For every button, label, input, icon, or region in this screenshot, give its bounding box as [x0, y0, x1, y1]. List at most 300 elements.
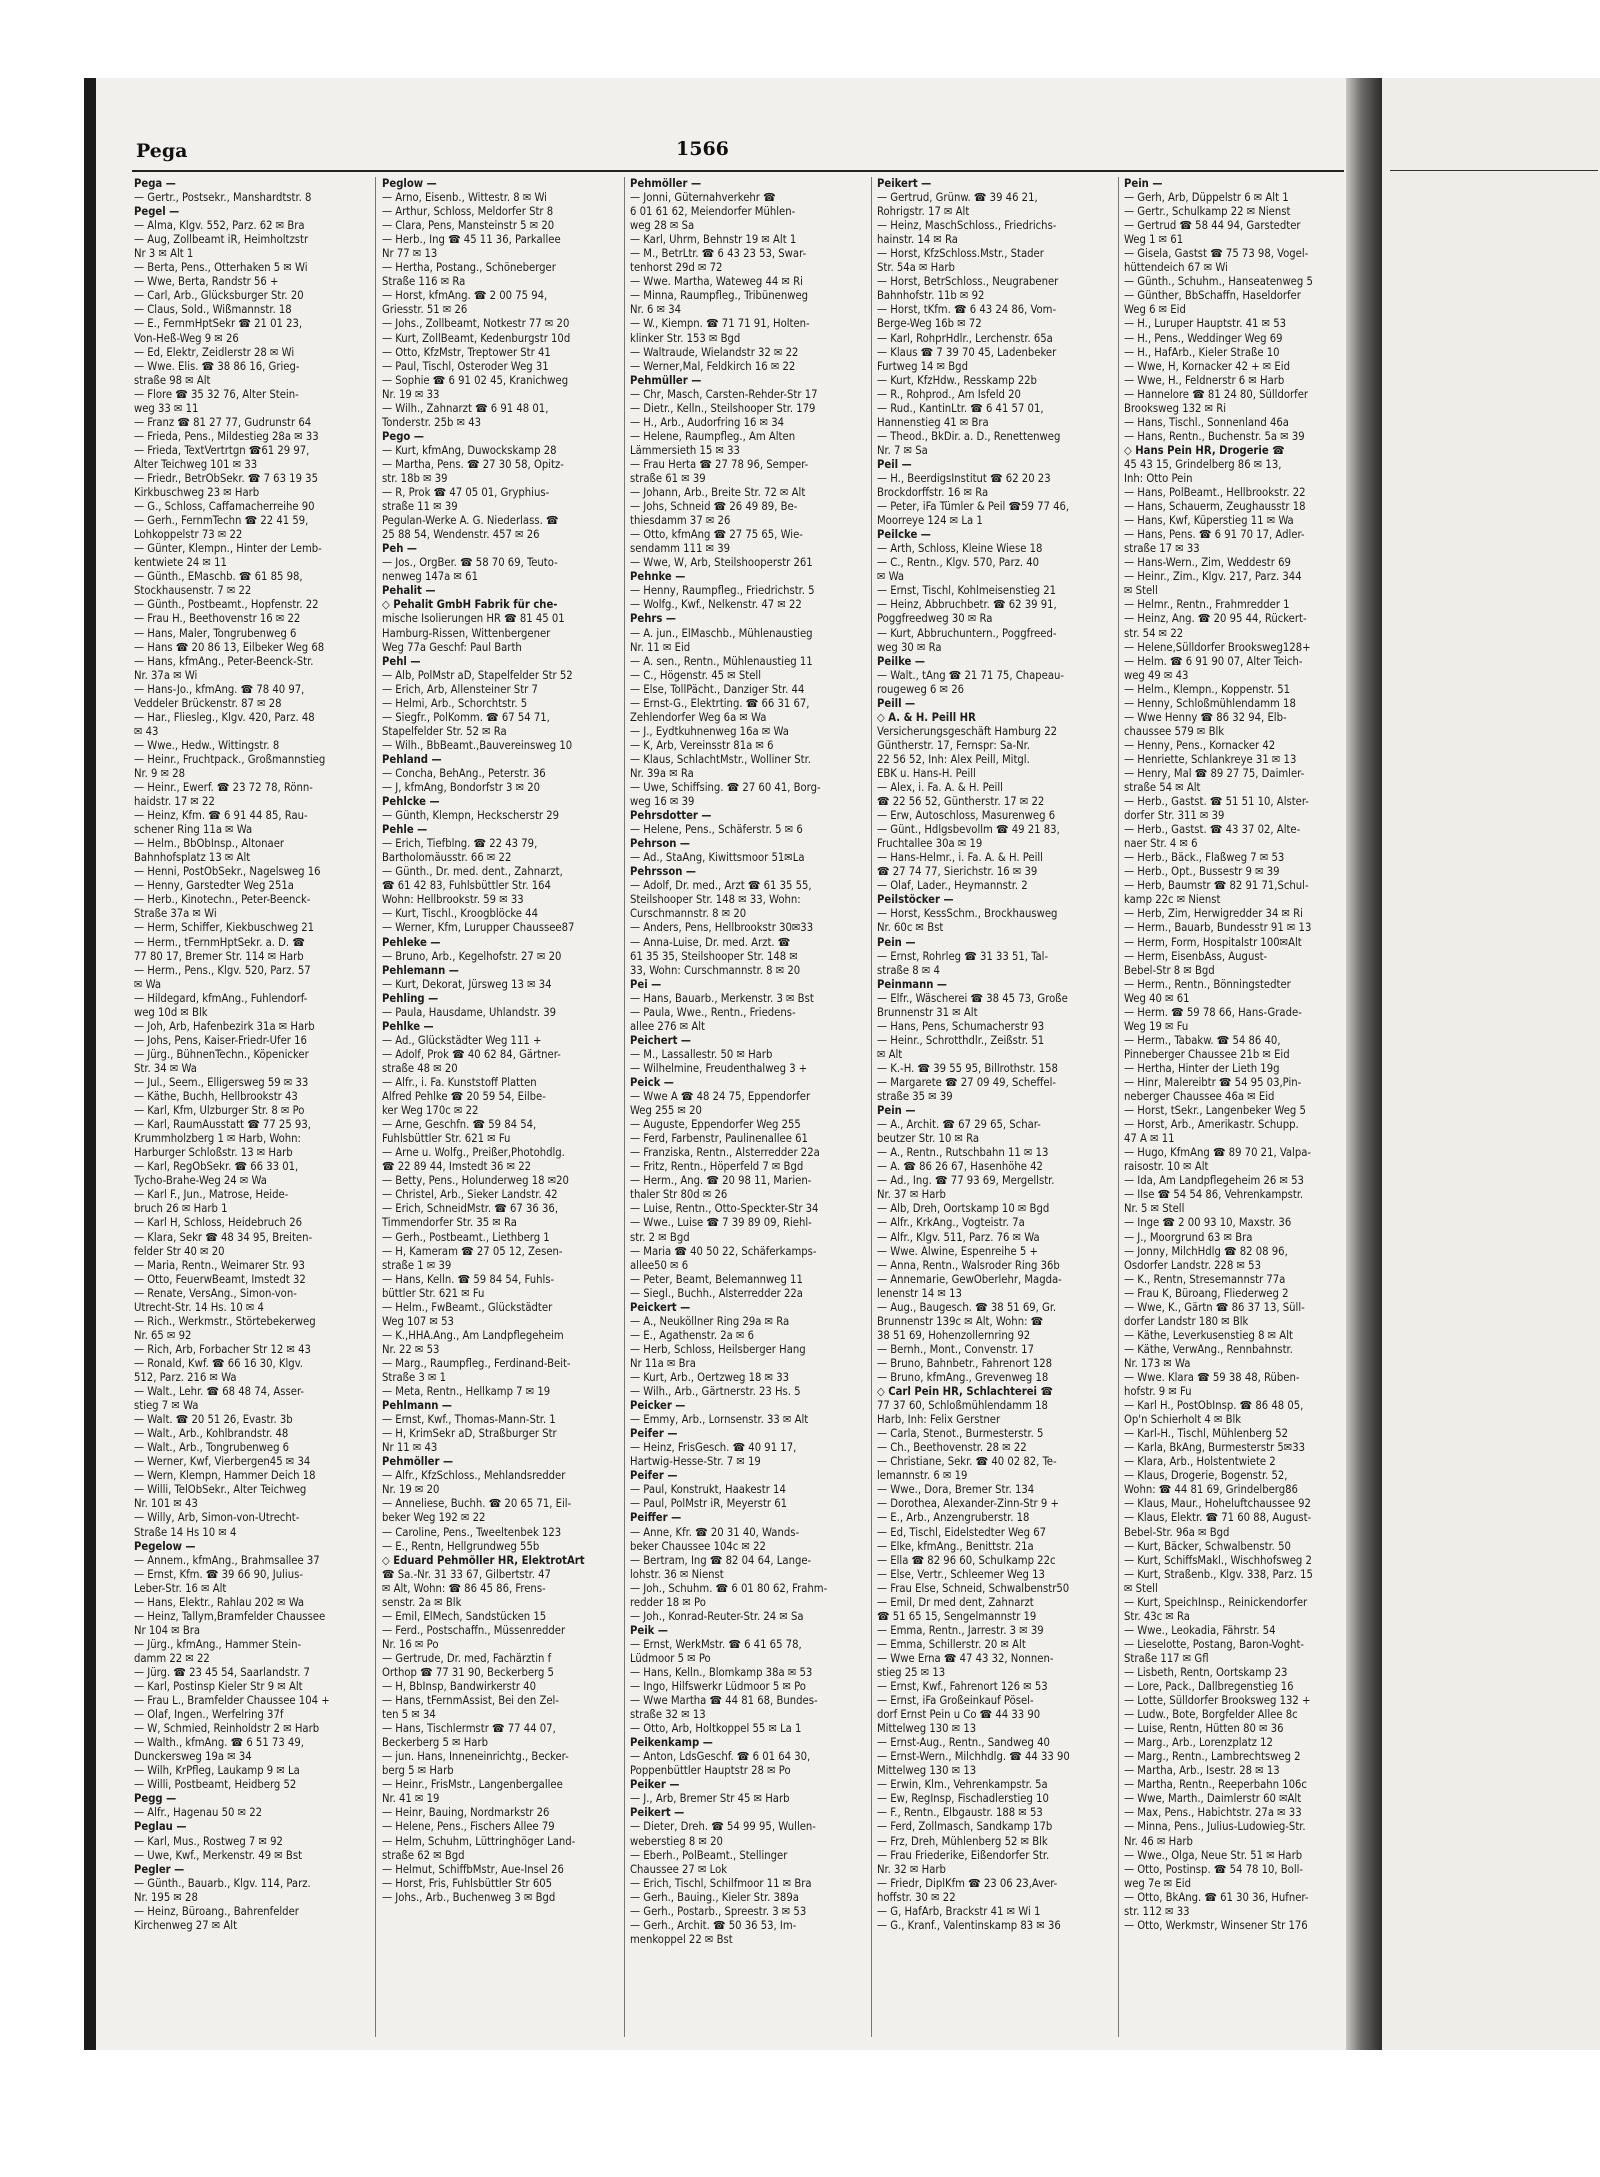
- directory-entry: — Carla, Stenot., Burmesterstr. 5: [877, 1427, 1044, 1441]
- directory-entry: — Alfr., Klgv. 511, Parz. 76 ✉ Wa: [877, 1230, 1040, 1244]
- directory-entry: — Concha, BehAng., Peterstr. 36: [382, 766, 546, 780]
- directory-entry: — Hans, Bauarb., Merkenstr. 3 ✉ Bst: [630, 991, 814, 1005]
- directory-entry: Poppenbüttler Hauptstr 28 ✉ Po: [630, 1764, 791, 1778]
- directory-entry: straße 62 ✉ Bgd: [382, 1848, 465, 1862]
- directory-entry: Wohn: ☎ 44 81 69, Grindelberg86: [1124, 1483, 1298, 1497]
- directory-entry: — Emma, Schillerstr. 20 ✉ Alt: [877, 1637, 1026, 1651]
- directory-entry: — Karl, RaumAusstatt ☎ 77 25 93,: [134, 1118, 311, 1132]
- directory-entry: — Wwe., Olga, Neue Str. 51 ✉ Harb: [1124, 1848, 1303, 1862]
- surname-heading: Pehlcke —: [382, 795, 440, 809]
- directory-entry: — Hans, Kelln., Blomkamp 38a ✉ 53: [630, 1665, 813, 1679]
- directory-entry: — Walth., kfmAng. ☎ 6 51 73 49,: [134, 1736, 304, 1750]
- directory-entry: Kirkbuschweg 23 ✉ Harb: [134, 486, 260, 500]
- directory-entry: — Anneliese, Buchh. ☎ 20 65 71, Eil-: [382, 1497, 572, 1511]
- directory-entry: — Bruno, Arb., Kegelhofstr. 27 ✉ 20: [382, 949, 562, 963]
- directory-entry: Nr. 60c ✉ Bst: [877, 921, 944, 935]
- directory-entry: lohstr. 36 ✉ Nienst: [630, 1567, 724, 1581]
- directory-entry: Straße 14 Hs 10 ✉ 4: [134, 1525, 237, 1539]
- directory-entry: Berge-Weg 16b ✉ 72: [877, 317, 982, 331]
- directory-entry: — Günth., Postbeamt., Hopfenstr. 22: [134, 598, 319, 612]
- directory-entry: Brooksweg 132 ✉ Ri: [1124, 401, 1227, 415]
- directory-entry: — Klaus, Elektr. ☎ 71 60 88, August-: [1124, 1511, 1312, 1525]
- directory-entry: — Gerh., Archit. ☎ 50 36 53, Im-: [630, 1918, 797, 1932]
- directory-entry: — W., Kiempn. ☎ 71 71 91, Holten-: [630, 317, 810, 331]
- directory-entry: Nr. 19 ✉ 20: [382, 1483, 440, 1497]
- directory-entry: — Bernh., Mont., Convenstr. 17: [877, 1342, 1034, 1356]
- directory-entry: — Hans-Jo., kfmAng. ☎ 78 40 97,: [134, 682, 305, 696]
- directory-entry: Nr. 6 ✉ 34: [630, 303, 682, 317]
- directory-entry: — Arth, Schloss, Kleine Wiese 18: [877, 542, 1043, 556]
- directory-entry: — Käthe, Buchh, Hellbrookstr 43: [134, 1090, 298, 1104]
- surname-heading: Pegelow —: [134, 1539, 196, 1553]
- surname-heading: Peick —: [630, 1076, 674, 1089]
- directory-entry: Weg 107 ✉ 53: [382, 1314, 454, 1328]
- directory-entry: klinker Str. 153 ✉ Bgd: [630, 331, 741, 345]
- directory-entry: Inh: Otto Pein: [1124, 471, 1193, 485]
- directory-entry: — Luise, Rentn., Otto-Speckter-Str 34: [630, 1202, 819, 1216]
- directory-entry: — Fritz, Rentn., Höperfeld 7 ✉ Bgd: [630, 1160, 804, 1174]
- directory-entry: — Wilh, KrPfleg, Laukamp 9 ✉ La: [134, 1764, 300, 1778]
- directory-entry: — K, Arb, Vereinsstr 81a ✉ 6: [630, 738, 774, 752]
- surname-heading: Pehleke —: [382, 935, 441, 949]
- directory-entry: Straße 116 ✉ Ra: [382, 275, 466, 289]
- directory-entry: haidstr. 17 ✉ 22: [134, 795, 215, 809]
- directory-page: [96, 78, 1346, 2050]
- directory-entry: — Henny, Schloßmühlendamm 18: [1124, 696, 1296, 710]
- surname-heading: Peill —: [877, 696, 916, 710]
- directory-entry: — Horst, KfzSchloss.Mstr., Stader: [877, 247, 1044, 261]
- directory-entry: — Minna, Pens., Julius-Ludowieg-Str.: [1124, 1820, 1306, 1834]
- directory-entry: — Max, Pens., Habichtstr. 27a ✉ 33: [1124, 1806, 1302, 1820]
- directory-entry: — Helmut, SchiffbMstr, Aue-Insel 26: [382, 1862, 564, 1876]
- directory-entry: — Frau K, Büroang, Fliederweg 2: [1124, 1286, 1289, 1300]
- directory-entry: — Ludw., Bote, Borgfelder Allee 8c: [1124, 1708, 1298, 1722]
- directory-entry: — Christiane, Sekr. ☎ 40 02 82, Te-: [877, 1455, 1057, 1469]
- directory-entry: 512, Parz. 216 ✉ Wa: [134, 1370, 237, 1384]
- surname-heading: Peiffer —: [630, 1511, 682, 1525]
- directory-entry: str. 54 ✉ 22: [1124, 626, 1184, 640]
- directory-entry: rougeweg 6 ✉ 26: [877, 682, 965, 696]
- directory-entry: Osdorfer Landstr. 228 ✉ 53: [1124, 1258, 1261, 1272]
- directory-entry: — Klara, Arb., Holstentwiete 2: [1124, 1455, 1276, 1469]
- directory-entry: — Herm, EisenbAss, August-: [1124, 949, 1268, 963]
- directory-entry: Nr 11 ✉ 43: [382, 1441, 438, 1455]
- directory-entry: — Wern, Klempn, Hammer Deich 18: [134, 1469, 316, 1483]
- directory-entry: — Ed, Tischl, Eidelstedter Weg 67: [877, 1525, 1047, 1539]
- directory-entry: — F., Rentn., Elbgaustr. 188 ✉ 53: [877, 1806, 1043, 1820]
- directory-entry: 33, Wohn: Curschmannstr. 8 ✉ 20: [630, 963, 801, 977]
- directory-entry: — G., Schloss, Caffamacherreihe 90: [134, 500, 315, 514]
- directory-entry: — Martha, Rentn., Reeperbahn 106c: [1124, 1778, 1307, 1792]
- directory-entry: — Caroline, Pens., Tweeltenbek 123: [382, 1525, 562, 1539]
- column-divider: [375, 177, 376, 2037]
- directory-entry: — Annem., kfmAng., Brahmsallee 37: [134, 1553, 320, 1567]
- directory-entry: — Horst, kfmAng. ☎ 2 00 75 94,: [382, 289, 548, 303]
- directory-entry: — Maria ☎ 40 50 22, Schäferkamps-: [630, 1244, 817, 1258]
- directory-entry: — Bruno, kfmAng., Grevenweg 18: [877, 1370, 1049, 1384]
- facing-page-edge: [1382, 78, 1600, 2050]
- directory-entry: Harburger Schloßstr. 13 ✉ Harb: [134, 1146, 293, 1160]
- directory-entry: Bartholomäusstr. 66 ✉ 22: [382, 851, 512, 865]
- directory-entry: Nr. 32 ✉ Harb: [877, 1862, 946, 1876]
- directory-entry: — Martha, Arb., Isestr. 28 ✉ 13: [1124, 1764, 1280, 1778]
- directory-entry: ☎ 27 74 77, Sierichstr. 16 ✉ 39: [877, 865, 1038, 879]
- directory-entry: — Clara, Pens, Mansteinstr 5 ✉ 20: [382, 219, 555, 233]
- directory-entry: — Gerh., Postarb., Spreestr. 3 ✉ 53: [630, 1904, 807, 1918]
- directory-entry: — K.,HHA.Ang., Am Landpflegeheim: [382, 1328, 564, 1342]
- directory-entry: straße 8 ✉ 4: [877, 963, 940, 977]
- directory-entry: Alter Teichweg 101 ✉ 33: [134, 457, 258, 471]
- directory-entry: stieg 7 ✉ Wa: [134, 1399, 199, 1413]
- directory-entry: ker Weg 170c ✉ 22: [382, 1104, 479, 1118]
- directory-entry: — Hans, tFernmAssist, Bei den Zel-: [382, 1694, 559, 1708]
- surname-heading: Pehrson —: [630, 837, 690, 851]
- directory-entry: kamp 22c ✉ Nienst: [1124, 893, 1221, 907]
- directory-entry: — Olaf, Ingen., Werfelring 37f: [134, 1708, 284, 1722]
- directory-entry: — Hans, Pens, Schumacherstr 93: [877, 1019, 1045, 1033]
- directory-entry: — K., Rentn, Stresemannstr 77a: [1124, 1272, 1286, 1286]
- directory-entry: — H, KrimSekr aD, Straßburger Str: [382, 1427, 557, 1441]
- directory-entry: Nr. 46 ✉ Harb: [1124, 1834, 1193, 1848]
- directory-column-3: [630, 177, 864, 2037]
- directory-entry: Str. 34 ✉ Wa: [134, 1061, 197, 1075]
- directory-entry: — Helm., BbObInsp., Altonaer: [134, 837, 285, 851]
- directory-entry: Weg 255 ✉ 20: [630, 1104, 702, 1118]
- directory-entry: — Herb., Kinotechn., Peter-Beenck-: [134, 893, 311, 907]
- directory-entry: — Wilh., Zahnarzt ☎ 6 91 48 01,: [382, 401, 549, 415]
- directory-entry: 61 35 35, Steilshooper Str. 148 ✉: [630, 949, 798, 963]
- directory-entry: ✉ 43: [134, 724, 159, 738]
- directory-entry: — C., Högenstr. 45 ✉ Stell: [630, 668, 762, 682]
- surname-heading: Peilstöcker —: [877, 893, 954, 907]
- surname-heading: Peil —: [877, 457, 912, 471]
- directory-entry: Bebel-Str 8 ✉ Bgd: [1124, 963, 1215, 977]
- directory-entry: Straße 3 ✉ 1: [382, 1370, 447, 1384]
- directory-entry: Curschmannstr. 8 ✉ 20: [630, 907, 747, 921]
- directory-entry: allee 276 ✉ Alt: [630, 1019, 706, 1033]
- directory-entry: — Herb, Baumstr ☎ 82 91 71,Schul-: [1124, 879, 1309, 893]
- directory-entry: — Karl F., Jun., Matrose, Heide-: [134, 1188, 289, 1202]
- directory-entry: — G, HafArb, Brackstr 41 ✉ Wi 1: [877, 1904, 1041, 1918]
- surname-heading: Peh —: [382, 542, 417, 556]
- directory-entry: — Herm., Ang. ☎ 20 98 11, Marien-: [630, 1174, 812, 1188]
- directory-entry: — Wilhelmine, Freudenthalweg 3 +: [630, 1061, 808, 1075]
- directory-entry: Straße 37a ✉ Wi: [134, 907, 217, 921]
- surname-heading: Pehl —: [382, 654, 421, 668]
- surname-heading: Pehlemann —: [382, 963, 459, 977]
- directory-entry: Nr. 39a ✉ Ra: [630, 766, 694, 780]
- directory-entry: — Gertrud ☎ 58 44 94, Garstedter: [1124, 219, 1301, 233]
- directory-entry: Timmendorfer Str. 35 ✉ Ra: [382, 1216, 517, 1230]
- directory-entry: — Horst, tSekr., Langenbeker Weg 5: [1124, 1104, 1306, 1118]
- directory-entry: Weg 77a Geschf: Paul Barth: [382, 640, 522, 654]
- directory-entry: — Ilse ☎ 54 54 86, Vehrenkampstr.: [1124, 1188, 1304, 1202]
- directory-entry: senstr. 2a ✉ Blk: [382, 1595, 462, 1609]
- directory-entry: beker Weg 192 ✉ 22: [382, 1511, 486, 1525]
- directory-entry: straße 54 ✉ Alt: [1124, 781, 1201, 795]
- directory-entry: — Anna, Rentn., Walsroder Ring 36b: [877, 1258, 1060, 1272]
- directory-column-2: [382, 177, 616, 2037]
- directory-entry: — H., Pens., Weddinger Weg 69: [1124, 331, 1283, 345]
- directory-entry: — Emmy, Arb., Lornsenstr. 33 ✉ Alt: [630, 1413, 809, 1427]
- surname-heading: Pehmüller —: [630, 373, 702, 387]
- directory-entry: — E., Agathenstr. 2a ✉ 6: [630, 1328, 755, 1342]
- directory-entry: Güntherstr. 17, Fernspr: Sa-Nr.: [877, 738, 1030, 752]
- surname-heading: Peikert —: [877, 177, 932, 190]
- page-number: 1566: [676, 138, 729, 160]
- directory-entry: — Alfr., KfzSchloss., Mehlandsredder: [382, 1469, 566, 1483]
- directory-entry: — Frau H., Beethovenstr 16 ✉ 22: [134, 612, 301, 626]
- directory-entry: Nr 104 ✉ Bra: [134, 1623, 201, 1637]
- directory-entry: — Günth., EMaschb. ☎ 61 85 98,: [134, 570, 303, 584]
- surname-heading: Pehrs —: [630, 612, 676, 626]
- directory-entry: — Henny, Garstedter Weg 251a: [134, 879, 294, 893]
- directory-entry: — Luise, Rentn, Hütten 80 ✉ 36: [1124, 1722, 1284, 1736]
- directory-entry: — Wwe, Marth., Daimlerstr 60 ✉Alt: [1124, 1792, 1302, 1806]
- directory-entry: — Otto, kfmAng ☎ 27 75 65, Wie-: [630, 528, 803, 542]
- directory-entry: EBK u. Hans-H. Peill: [877, 766, 976, 780]
- directory-entry: Steilshooper Str. 148 ✉ 33, Wohn:: [630, 893, 801, 907]
- directory-entry: — Wilh., BbBeamt.,Bauvereinsweg 10: [382, 738, 573, 752]
- directory-entry: — Johs., Arb., Buchenweg 3 ✉ Bgd: [382, 1890, 556, 1904]
- surname-heading: Peichert —: [630, 1033, 691, 1047]
- directory-entry: Nr. 41 ✉ 19: [382, 1792, 440, 1806]
- directory-entry: ✉ Stell: [1124, 1581, 1158, 1595]
- directory-entry: weg 49 ✉ 43: [1124, 668, 1189, 682]
- surname-heading: Pein —: [877, 1104, 916, 1118]
- directory-entry: — Ida, Am Landpflegeheim 26 ✉ 53: [1124, 1174, 1304, 1188]
- directory-entry: — Gerh., Postbeamt., Liethberg 1: [382, 1230, 550, 1244]
- directory-entry: hüttendeich 67 ✉ Wi: [1124, 261, 1228, 275]
- surname-heading: Pein —: [877, 935, 916, 949]
- directory-entry: — Wwe., Dora, Bremer Str. 134: [877, 1483, 1035, 1497]
- directory-entry: — A. ☎ 86 26 67, Hasenhöhe 42: [877, 1160, 1043, 1174]
- directory-entry: — Ernst, WerkMstr. ☎ 6 41 65 78,: [630, 1637, 802, 1651]
- directory-entry: — Horst, Fris, Fuhlsbüttler Str 605: [382, 1876, 553, 1890]
- directory-entry: ◇ Pehalit GmbH Fabrik für che-: [382, 598, 558, 612]
- directory-entry: — Otto, FeuerwBeamt, Imstedt 32: [134, 1272, 306, 1286]
- directory-entry: — Karl, Postinsp Kieler Str 9 ✉ Alt: [134, 1680, 303, 1694]
- directory-entry: — Rich., Werkmstr., Störtebekerweg: [134, 1314, 316, 1328]
- directory-entry: sendamm 111 ✉ 39: [630, 542, 731, 556]
- book-gutter: [1346, 78, 1382, 2050]
- directory-entry: — Jürg., kfmAng., Hammer Stein-: [134, 1637, 302, 1651]
- directory-entry: — Johs, Schneid ☎ 26 49 89, Be-: [630, 500, 798, 514]
- directory-entry: — Franz ☎ 81 27 77, Gudrunstr 64: [134, 415, 312, 429]
- directory-entry: — Alex, i. Fa. A. & H. Peill: [877, 781, 1003, 795]
- directory-entry: — Joh., Schuhm. ☎ 6 01 80 62, Frahm-: [630, 1581, 828, 1595]
- directory-entry: — Alb, Dreh, Oortskamp 10 ✉ Bgd: [877, 1202, 1050, 1216]
- directory-entry: Hamburg-Rissen, Wittenbergener: [382, 626, 551, 640]
- directory-entry: — Ernst, Rohrleg ☎ 31 33 51, Tal-: [877, 949, 1049, 963]
- directory-entry: — Klaus, SchlachtMstr., Wolliner Str.: [630, 752, 811, 766]
- directory-entry: — Wwe Henny ☎ 86 32 94, Elb-: [1124, 710, 1287, 724]
- directory-entry: ☎ 22 89 44, Imstedt 36 ✉ 22: [382, 1160, 532, 1174]
- directory-entry: — Karla, BkAng, Burmesterstr 5✉33: [1124, 1441, 1306, 1455]
- directory-entry: — Wilh., Arb., Gärtnerstr. 23 Hs. 5: [630, 1385, 801, 1399]
- directory-entry: — Kurt, Bäcker, Schwalbenstr. 50: [1124, 1539, 1291, 1553]
- directory-entry: — Ernst-Aug., Rentn., Sandweg 40: [877, 1736, 1050, 1750]
- directory-entry: — Dorothea, Alexander-Zinn-Str 9 +: [877, 1497, 1059, 1511]
- surname-heading: Pegel —: [134, 205, 180, 219]
- directory-entry: ☎ 61 42 83, Fuhlsbüttler Str. 164: [382, 879, 551, 893]
- directory-entry: — Hans, Tischlermstr ☎ 77 44 07,: [382, 1722, 556, 1736]
- directory-column-5: [1124, 177, 1342, 2037]
- directory-entry: — Günter, Klempn., Hinter der Lemb-: [134, 542, 322, 556]
- directory-entry: — Ernst, iFa Großeinkauf Pösel-: [877, 1694, 1034, 1708]
- directory-entry: — Willi, TelObSekr., Alter Teichweg: [134, 1483, 307, 1497]
- directory-entry: — Erich, Tiefblng. ☎ 22 43 79,: [382, 837, 538, 851]
- directory-entry: — Otto, Werkmstr, Winsener Str 176: [1124, 1918, 1308, 1932]
- directory-entry: — C., Rentn., Klgv. 570, Parz. 40: [877, 556, 1040, 570]
- directory-entry: Nr. 37a ✉ Wi: [134, 668, 198, 682]
- directory-entry: — Karl, Kfm, Ulzburger Str. 8 ✉ Po: [134, 1104, 305, 1118]
- directory-entry: kentwiete 24 ✉ 11: [134, 556, 227, 570]
- directory-entry: — Ernst, Tischl, Kohlmeisenstieg 21: [877, 584, 1057, 598]
- directory-entry: — Peter, iFa Tümler & Peil ☎59 77 46,: [877, 500, 1070, 514]
- surname-heading: Pehlmann —: [382, 1399, 452, 1413]
- directory-entry: Stapelfelder Str. 52 ✉ Ra: [382, 724, 507, 738]
- directory-entry: — Christel, Arb., Sieker Landstr. 42: [382, 1188, 558, 1202]
- directory-entry: lemannstr. 6 ✉ 19: [877, 1469, 968, 1483]
- directory-entry: — Dietr., Kelln., Steilshooper Str. 179: [630, 401, 816, 415]
- directory-entry: — Martha, Pens. ☎ 27 30 58, Opitz-: [382, 457, 564, 471]
- directory-entry: — Helene, Pens., Fischers Allee 79: [382, 1820, 555, 1834]
- directory-entry: — A. sen., Rentn., Mühlenaustieg 11: [630, 654, 813, 668]
- directory-entry: lenenstr 14 ✉ 13: [877, 1286, 962, 1300]
- directory-entry: — Herm., Pens., Klgv. 520, Parz. 57: [134, 963, 311, 977]
- directory-entry: — Aug., Baugesch. ☎ 38 51 69, Gr.: [877, 1300, 1057, 1314]
- directory-entry: straße 48 ✉ 20: [382, 1061, 458, 1075]
- directory-entry: — Herm, Form, Hospitalstr 100✉Alt: [1124, 935, 1302, 949]
- column-divider: [1118, 177, 1119, 2037]
- directory-entry: Zehlendorfer Weg 6a ✉ Wa: [630, 710, 767, 724]
- directory-entry: — Heinz, Büroang., Bahrenfelder: [134, 1904, 299, 1918]
- directory-entry: Lüdmoor 5 ✉ Po: [630, 1651, 711, 1665]
- directory-entry: Kirchenweg 27 ✉ Alt: [134, 1918, 238, 1932]
- directory-entry: — Johs., Zollbeamt, Notkestr 77 ✉ 20: [382, 317, 570, 331]
- directory-entry: raisostr. 10 ✉ Alt: [1124, 1160, 1209, 1174]
- directory-entry: — Ernst-Wern., Milchhdlg. ☎ 44 33 90: [877, 1750, 1070, 1764]
- directory-entry: — Henry, Mal ☎ 89 27 75, Daimler-: [1124, 766, 1305, 780]
- directory-entry: — Herm., tFernmHptSekr. a. D. ☎: [134, 935, 305, 949]
- directory-entry: — Wwe. Klara ☎ 59 38 48, Rüben-: [1124, 1370, 1300, 1384]
- directory-entry: Nr 3 ✉ Alt 1: [134, 247, 194, 261]
- directory-entry: — Betty, Pens., Holunderweg 18 ✉20: [382, 1174, 569, 1188]
- directory-entry: — Ella ☎ 82 96 60, Schulkamp 22c: [877, 1553, 1056, 1567]
- directory-entry: straße 17 ✉ 33: [1124, 542, 1200, 556]
- directory-entry: — Erwin, Klm., Vehrenkampstr. 5a: [877, 1778, 1048, 1792]
- directory-entry: weg 33 ✉ 11: [134, 401, 199, 415]
- directory-entry: — J., Arb, Bremer Str 45 ✉ Harb: [630, 1792, 790, 1806]
- directory-entry: — Herm., Rentn., Bönningstedter: [1124, 977, 1291, 991]
- directory-entry: — Karl, RohprHdlr., Lerchenstr. 65a: [877, 331, 1053, 345]
- directory-entry: — Jürg., BühnenTechn., Köpenicker: [134, 1047, 309, 1061]
- directory-entry: — Karl, RegObSekr. ☎ 66 33 01,: [134, 1160, 299, 1174]
- directory-entry: — Siegfr., PolKomm. ☎ 67 54 71,: [382, 710, 550, 724]
- directory-entry: nenweg 147a ✉ 61: [382, 570, 478, 584]
- directory-entry: — Marg., Rentn., Lambrechtsweg 2: [1124, 1750, 1301, 1764]
- directory-entry: Nr. 16 ✉ Po: [382, 1637, 439, 1651]
- surname-heading: Pehalit —: [382, 584, 436, 598]
- directory-entry: — Ed, Elektr, Zeidlerstr 28 ✉ Wi: [134, 345, 295, 359]
- directory-entry: — Wolfg., Kwf., Nelkenstr. 47 ✉ 22: [630, 598, 802, 612]
- directory-entry: 45 43 15, Grindelberg 86 ✉ 13,: [1124, 457, 1282, 471]
- directory-entry: Nr. 5 ✉ Stell: [1124, 1202, 1185, 1216]
- directory-entry: — Walt., tAng ☎ 21 71 75, Chapeau-: [877, 668, 1065, 682]
- directory-entry: — A., Archit. ☎ 67 29 65, Schar-: [877, 1118, 1041, 1132]
- directory-entry: ☎ Sa.-Nr. 31 33 67, Gilbertstr. 47: [382, 1567, 551, 1581]
- directory-entry: Op'n Schierholt 4 ✉ Blk: [1124, 1413, 1242, 1427]
- directory-entry: — Dieter, Dreh. ☎ 54 99 95, Wullen-: [630, 1820, 816, 1834]
- surname-heading: Pehrsson —: [630, 865, 696, 879]
- surname-heading: Peglow —: [382, 177, 437, 190]
- directory-entry: — Bruno, Bahnbetr., Fahrenort 128: [877, 1356, 1053, 1370]
- directory-entry: — jun. Hans, Inneneinrichtg., Becker-: [382, 1750, 569, 1764]
- directory-entry: — Herm., Bauarb, Bundesstr 91 ✉ 13: [1124, 921, 1312, 935]
- directory-entry: — Erich, SchneidMstr. ☎ 67 36 36,: [382, 1202, 559, 1216]
- surname-heading: Pehnke —: [630, 570, 686, 584]
- directory-entry: — Gertrude, Dr. med, Fachärztin f: [382, 1651, 552, 1665]
- directory-entry: Brunnenstr 31 ✉ Alt: [877, 1005, 978, 1019]
- directory-entry: — Anne, Kfr. ☎ 20 31 40, Wands-: [630, 1525, 800, 1539]
- directory-entry: — Herb., Gastst. ☎ 51 51 10, Alster-: [1124, 795, 1309, 809]
- directory-column-1: [134, 177, 366, 2037]
- directory-entry: — Alfr., i. Fa. Kunststoff Platten: [382, 1076, 537, 1089]
- directory-entry: — Ronald, Kwf. ☎ 66 16 30, Klgv.: [134, 1356, 303, 1370]
- directory-entry: Wohn: Hellbrookstr. 59 ✉ 33: [382, 893, 524, 907]
- directory-entry: Brunnenstr 139c ✉ Alt, Wohn: ☎: [877, 1314, 1044, 1328]
- directory-entry: — Wwe, K., Gärtn ☎ 86 37 13, Süll-: [1124, 1300, 1305, 1314]
- directory-entry: beutzer Str. 10 ✉ Ra: [877, 1132, 980, 1146]
- directory-entry: — Erw, Autoschloss, Masurenweg 6: [877, 809, 1056, 823]
- directory-entry: — Friedr., BetrObSekr. ☎ 7 63 19 35: [134, 471, 318, 485]
- directory-entry: — Hans-Helmr., i. Fa. A. & H. Peill: [877, 851, 1043, 865]
- directory-entry: — Horst, Arb., Amerikastr. Schupp.: [1124, 1118, 1299, 1132]
- surname-heading: Pegler —: [134, 1862, 185, 1876]
- directory-entry: — Kurt, SpeichInsp., Reinickendorfer: [1124, 1595, 1308, 1609]
- directory-entry: — Hans, Schauerm, Zeughausstr 18: [1124, 500, 1306, 514]
- directory-entry: — Otto, Postinsp. ☎ 54 78 10, Boll-: [1124, 1862, 1304, 1876]
- directory-entry: — Heinr., Fruchtpack., Großmannstieg: [134, 752, 326, 766]
- directory-entry: — Emil, Dr med dent, Zahnarzt: [877, 1595, 1034, 1609]
- directory-entry: — Ernst, Kwf., Fahrenort 126 ✉ 53: [877, 1680, 1048, 1694]
- directory-entry: — Hildegard, kfmAng., Fuhlendorf-: [134, 991, 308, 1005]
- directory-entry: — Willi, Postbeamt, Heidberg 52: [134, 1778, 297, 1792]
- directory-entry: straße 32 ✉ 13: [630, 1708, 706, 1722]
- directory-entry: — M., Lassallestr. 50 ✉ Harb: [630, 1047, 773, 1061]
- directory-entry: — Franziska, Rentn., Alsterredder 22a: [630, 1146, 820, 1160]
- directory-entry: felder Str 40 ✉ 20: [134, 1244, 225, 1258]
- directory-entry: weberstieg 8 ✉ 20: [630, 1834, 723, 1848]
- directory-entry: ✉ Wa: [877, 570, 905, 584]
- directory-entry: Griesstr. 51 ✉ 26: [382, 303, 468, 317]
- directory-entry: — Siegl., Buchh., Alsterredder 22a: [630, 1286, 803, 1300]
- directory-entry: — Wwe. Martha, Wateweg 44 ✉ Ri: [630, 275, 803, 289]
- directory-entry: — E., FernmHptSekr ☎ 21 01 23,: [134, 317, 303, 331]
- directory-entry: — Herb, Zim, Herwigredder 34 ✉ Ri: [1124, 907, 1303, 921]
- directory-entry: — Wwe A ☎ 48 24 75, Eppendorfer: [630, 1090, 811, 1104]
- directory-entry: — Werner,Mal, Feldkirch 16 ✉ 22: [630, 359, 796, 373]
- directory-entry: — Joh, Arb, Hafenbezirk 31a ✉ Harb: [134, 1019, 315, 1033]
- directory-entry: dorfer Str. 311 ✉ 39: [1124, 809, 1225, 823]
- directory-entry: — Sophie ☎ 6 91 02 45, Kranichweg: [382, 373, 569, 387]
- directory-entry: — Horst, KessSchm., Brockhausweg: [877, 907, 1058, 921]
- directory-entry: — Bertram, Ing ☎ 82 04 64, Lange-: [630, 1553, 812, 1567]
- directory-entry: Fruchtallee 30a ✉ 19: [877, 837, 983, 851]
- directory-entry: — Günth, Klempn, Heckscherstr 29: [382, 809, 560, 823]
- directory-entry: — Renate, VersAng., Simon-von-: [134, 1286, 297, 1300]
